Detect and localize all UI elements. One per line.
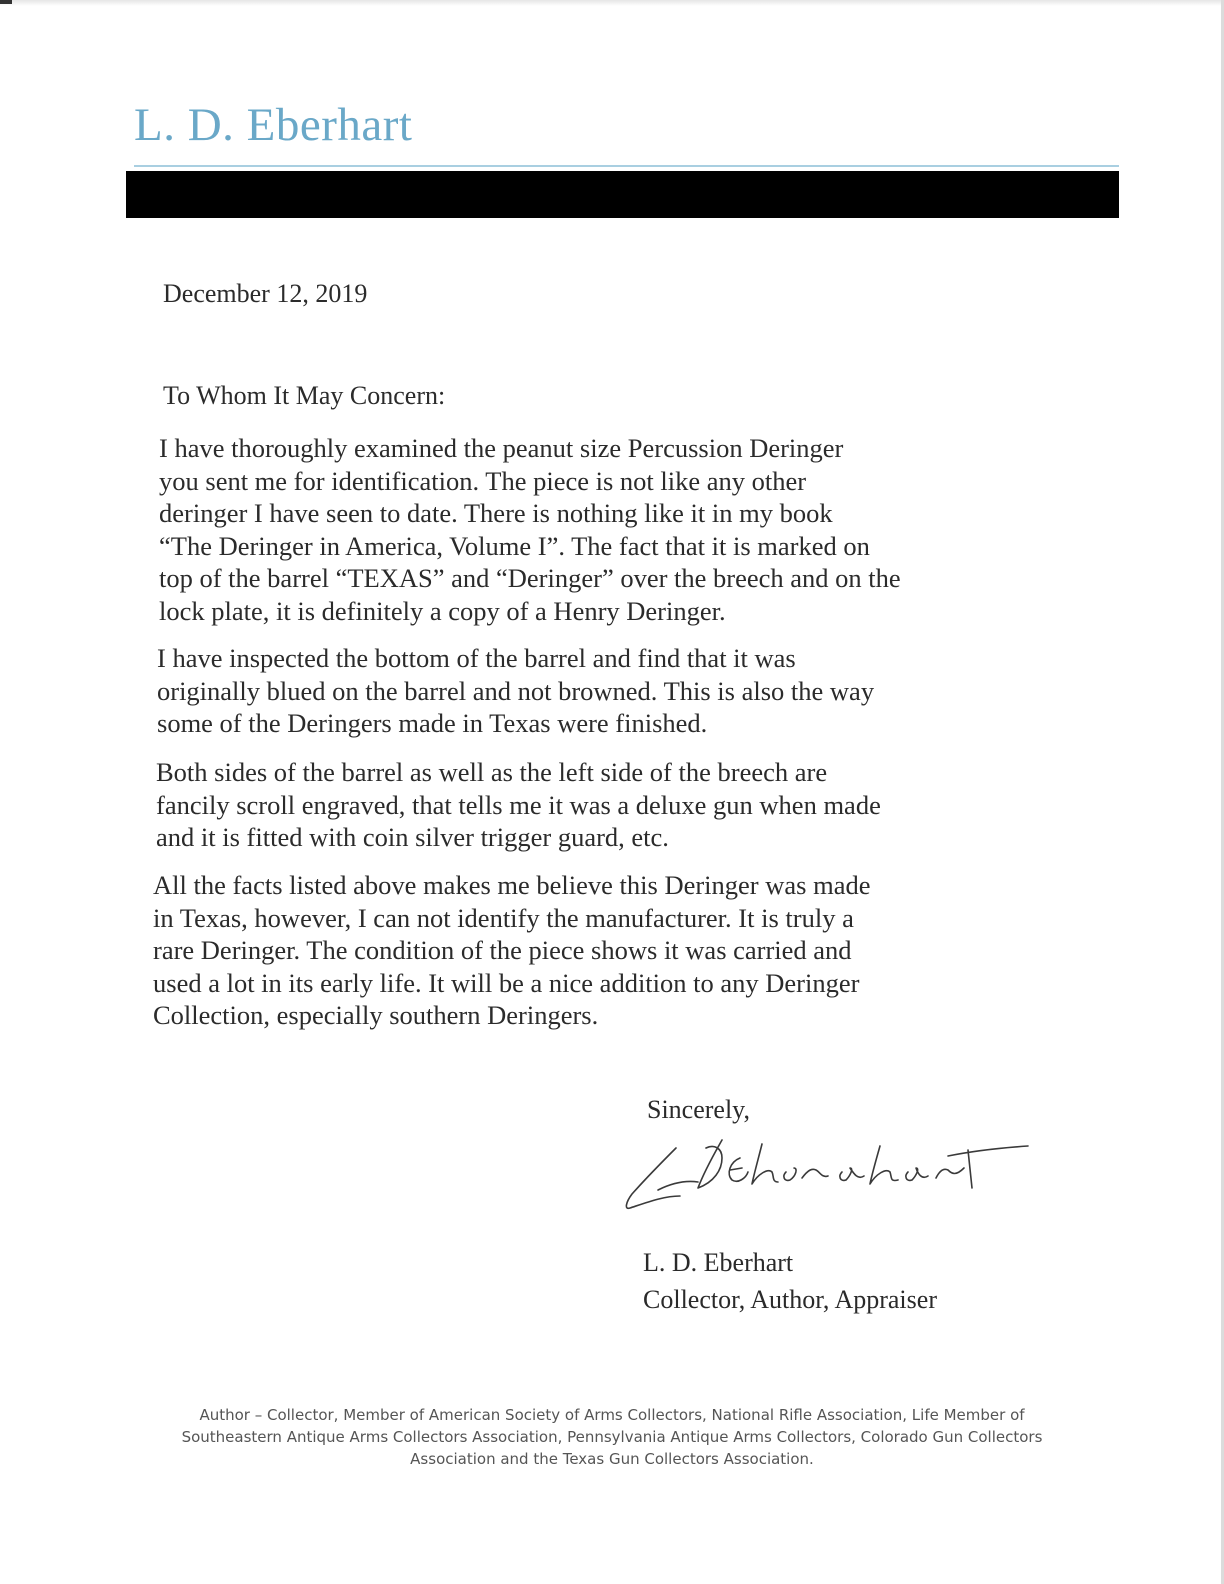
letterhead-name: L. D. Eberhart [134, 99, 413, 151]
paragraph-line: used a lot in its early life. It will be a nice addition to any Deringer [153, 967, 860, 998]
handwritten-signature [618, 1118, 1038, 1218]
paragraph-line: in Texas, however, I can not identify the manufacturer. It is truly a [153, 902, 854, 933]
paragraph-1 [159, 432, 1119, 628]
paragraph-line: deringer I have seen to date. There is nothing like it in my book [159, 498, 833, 529]
paragraph-line: and it is fitted with coin silver trigger guard, etc. [156, 822, 669, 853]
signer-title: Collector, Author, Appraiser [643, 1285, 937, 1314]
paragraph-line: “The Deringer in America, Volume I”. The fact that it is marked on [159, 530, 870, 561]
paragraph-line: originally blued on the barrel and not browned. This is also the way [157, 675, 875, 706]
letterhead-rule [134, 165, 1119, 167]
scan-edge-top [0, 0, 1224, 6]
paragraph-line: you sent me for identification. The piece is not like any other [159, 465, 807, 496]
paragraph-line: some of the Deringers made in Texas were finished. [157, 708, 708, 739]
paragraph-line: I have thoroughly examined the peanut size Percussion Deringer [159, 433, 844, 463]
footer-affiliations [110, 1404, 1114, 1470]
paragraph-line: I have inspected the bottom of the barrel and find that it was [157, 643, 796, 673]
paragraph-line: fancily scroll engraved, that tells me it was a deluxe gun when made [156, 789, 881, 820]
letter-date: December 12, 2019 [163, 279, 368, 308]
scan-mark [0, 0, 12, 4]
paragraph-line: Both sides of the barrel as well as the left side of the breech are [156, 757, 828, 787]
footer-line: Southeastern Antique Arms Collectors Association, Pennsylvania Antique Arms Collectors, Colorado Gun Collectors [181, 1428, 1043, 1446]
paragraph-2 [157, 642, 1117, 740]
paragraph-line: top of the barrel “TEXAS” and “Deringer” over the breech and on the [159, 563, 901, 594]
paragraph-3 [156, 756, 1116, 854]
paragraph-4 [153, 869, 1113, 1032]
closing: Sincerely, [647, 1095, 750, 1124]
paragraph-line: rare Deringer. The condition of the piece shows it was carried and [153, 935, 852, 966]
redaction-bar [126, 171, 1119, 218]
paragraph-line: lock plate, it is definitely a copy of a Henry Deringer. [159, 595, 726, 626]
footer-line: Association and the Texas Gun Collectors Association. [410, 1450, 814, 1468]
footer-line: Author – Collector, Member of American Society of Arms Collectors, National Rifle Association, Life Member of [199, 1406, 1025, 1424]
salutation: To Whom It May Concern: [163, 381, 446, 410]
signer-name: L. D. Eberhart [643, 1248, 794, 1277]
paragraph-line: All the facts listed above makes me believe this Deringer was made [153, 870, 871, 900]
paragraph-line: Collection, especially southern Deringers. [153, 1000, 599, 1031]
